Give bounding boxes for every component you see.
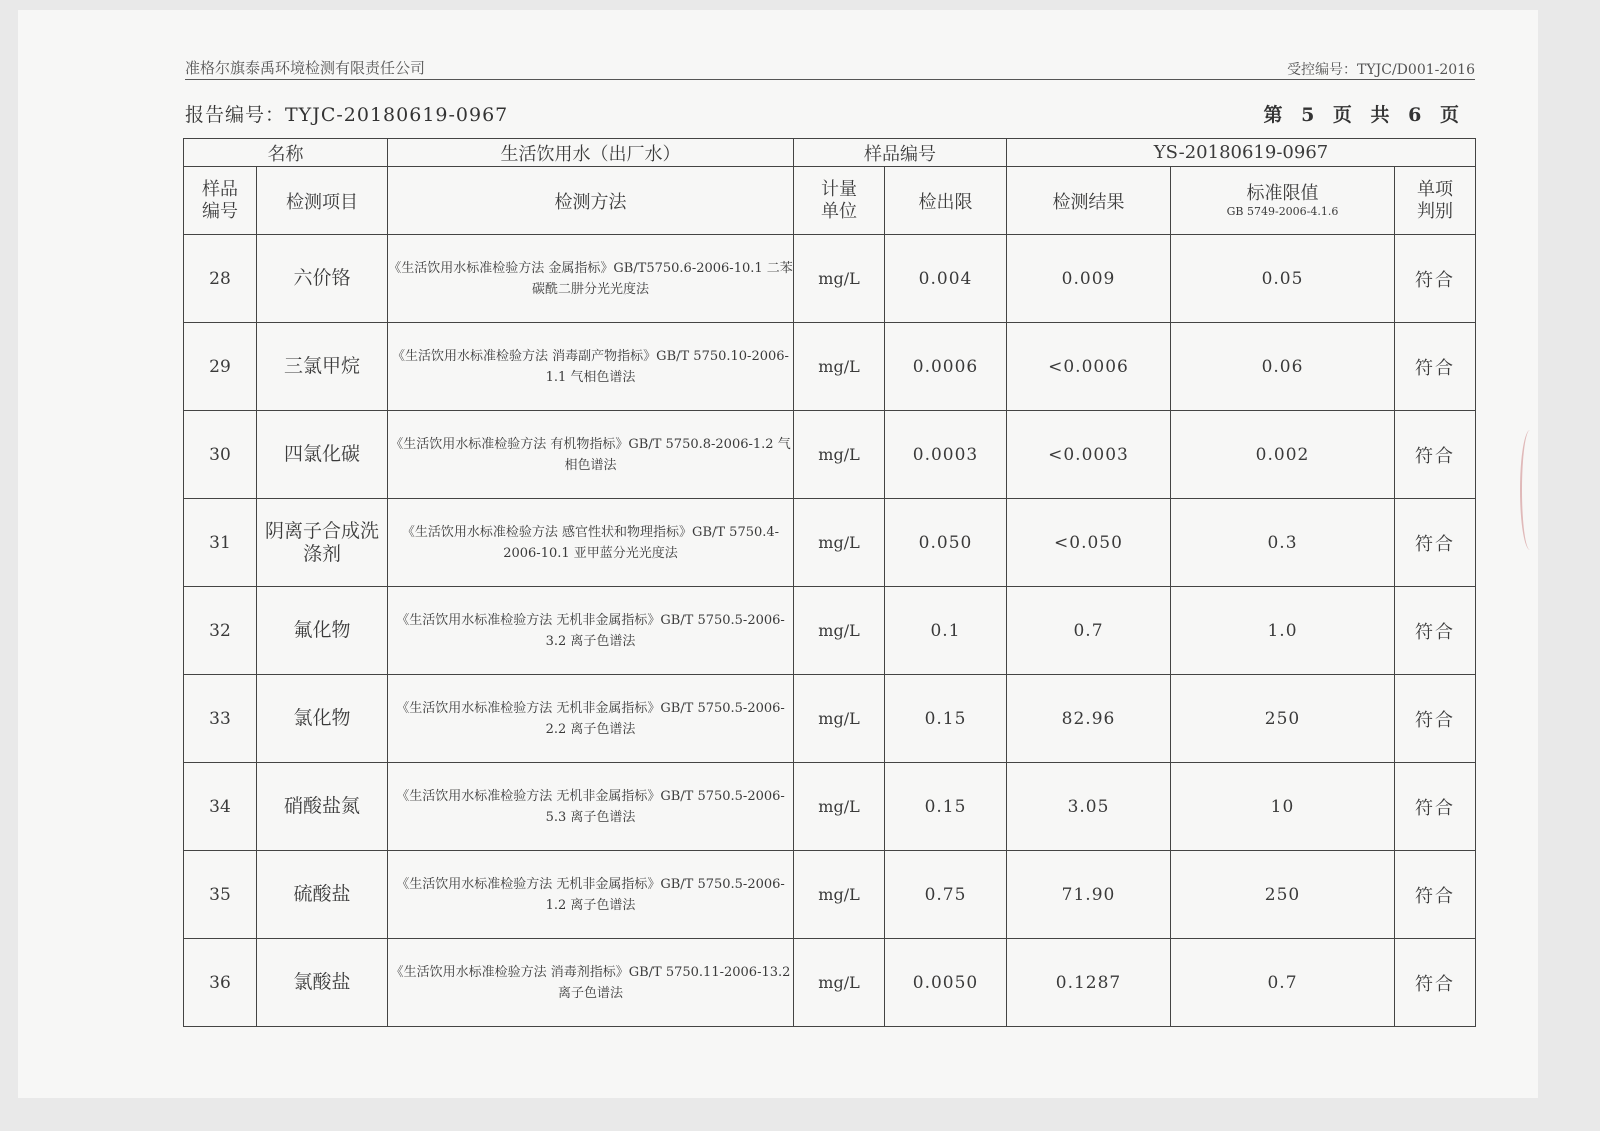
row-unit: mg/L <box>794 499 885 587</box>
sample-info-row <box>184 139 1476 167</box>
row-item: 氯化物 <box>257 675 388 763</box>
row-standard: 250 <box>1171 675 1395 763</box>
row-standard: 0.3 <box>1171 499 1395 587</box>
results-table <box>183 138 1476 1027</box>
company-name: 准格尔旗泰禹环境检测有限责任公司 <box>185 59 426 77</box>
row-limit: 0.004 <box>885 235 1007 323</box>
row-limit: 0.15 <box>885 675 1007 763</box>
row-judge: 符合 <box>1395 499 1476 587</box>
row-method: 《生活饮用水标准检验方法 金属指标》GB/T5750.6-2006-10.1 二苯碳酰二肼分光光度法 <box>388 235 794 323</box>
row-method: 《生活饮用水标准检验方法 感官性状和物理指标》GB/T 5750.4-2006-10.1 亚甲蓝分光光度法 <box>388 499 794 587</box>
report-number: 报告编号：TYJC-20180619-0967 <box>185 104 509 126</box>
row-seq: 31 <box>184 499 257 587</box>
row-result: 3.05 <box>1007 763 1171 851</box>
header-result: 检测结果 <box>1007 167 1171 235</box>
row-seq: 29 <box>184 323 257 411</box>
row-result: <0.0006 <box>1007 323 1171 411</box>
page-header <box>185 57 1475 80</box>
row-judge: 符合 <box>1395 411 1476 499</box>
sample-number-value: YS-20180619-0967 <box>1007 139 1476 167</box>
row-method: 《生活饮用水标准检验方法 有机物指标》GB/T 5750.8-2006-1.2 气相色谱法 <box>388 411 794 499</box>
row-unit: mg/L <box>794 587 885 675</box>
row-result: 0.009 <box>1007 235 1171 323</box>
header-standard-code: GB 5749-2006-4.1.6 <box>1226 204 1339 218</box>
header-judge: 单项判别 <box>1395 167 1476 235</box>
row-seq: 34 <box>184 763 257 851</box>
table-row <box>184 939 1476 1027</box>
name-label: 名称 <box>184 139 388 167</box>
row-result: <0.0003 <box>1007 411 1171 499</box>
table-row <box>184 499 1476 587</box>
row-item: 六价铬 <box>257 235 388 323</box>
row-standard: 10 <box>1171 763 1395 851</box>
row-limit: 0.1 <box>885 587 1007 675</box>
row-method: 《生活饮用水标准检验方法 消毒剂指标》GB/T 5750.11-2006-13.2 离子色谱法 <box>388 939 794 1027</box>
row-standard: 0.05 <box>1171 235 1395 323</box>
row-result: 71.90 <box>1007 851 1171 939</box>
row-item: 四氯化碳 <box>257 411 388 499</box>
row-judge: 符合 <box>1395 675 1476 763</box>
row-limit: 0.0003 <box>885 411 1007 499</box>
row-result: 0.1287 <box>1007 939 1171 1027</box>
row-item: 氯酸盐 <box>257 939 388 1027</box>
row-standard: 0.002 <box>1171 411 1395 499</box>
seal-stamp-edge <box>1520 430 1540 550</box>
name-value: 生活饮用水（出厂水） <box>388 139 794 167</box>
row-method: 《生活饮用水标准检验方法 无机非金属指标》GB/T 5750.5-2006-3.2 离子色谱法 <box>388 587 794 675</box>
row-judge: 符合 <box>1395 235 1476 323</box>
row-judge: 符合 <box>1395 939 1476 1027</box>
row-method: 《生活饮用水标准检验方法 消毒副产物指标》GB/T 5750.10-2006-1.1 气相色谱法 <box>388 323 794 411</box>
row-result: 0.7 <box>1007 587 1171 675</box>
row-limit: 0.0050 <box>885 939 1007 1027</box>
row-standard: 0.06 <box>1171 323 1395 411</box>
row-standard: 250 <box>1171 851 1395 939</box>
row-judge: 符合 <box>1395 323 1476 411</box>
row-judge: 符合 <box>1395 851 1476 939</box>
header-standard <box>1171 167 1395 235</box>
page-indicator: 第 5 页 共 6 页 <box>1263 104 1465 126</box>
row-unit: mg/L <box>794 235 885 323</box>
table-row <box>184 763 1476 851</box>
column-header-row <box>184 167 1476 235</box>
row-item: 氟化物 <box>257 587 388 675</box>
row-method: 《生活饮用水标准检验方法 无机非金属指标》GB/T 5750.5-2006-1.2 离子色谱法 <box>388 851 794 939</box>
row-result: <0.050 <box>1007 499 1171 587</box>
row-result: 82.96 <box>1007 675 1171 763</box>
row-limit: 0.050 <box>885 499 1007 587</box>
row-method: 《生活饮用水标准检验方法 无机非金属指标》GB/T 5750.5-2006-2.2 离子色谱法 <box>388 675 794 763</box>
row-judge: 符合 <box>1395 763 1476 851</box>
row-item: 硫酸盐 <box>257 851 388 939</box>
sample-number-label: 样品编号 <box>794 139 1007 167</box>
row-item: 阴离子合成洗涤剂 <box>257 499 388 587</box>
row-unit: mg/L <box>794 851 885 939</box>
header-item: 检测项目 <box>257 167 388 235</box>
row-unit: mg/L <box>794 763 885 851</box>
header-limit: 检出限 <box>885 167 1007 235</box>
row-unit: mg/L <box>794 411 885 499</box>
row-unit: mg/L <box>794 323 885 411</box>
row-standard: 1.0 <box>1171 587 1395 675</box>
row-item: 三氯甲烷 <box>257 323 388 411</box>
table-row <box>184 851 1476 939</box>
row-limit: 0.15 <box>885 763 1007 851</box>
row-judge: 符合 <box>1395 587 1476 675</box>
table-row <box>184 323 1476 411</box>
row-limit: 0.75 <box>885 851 1007 939</box>
header-standard-title: 标准限值 <box>1246 182 1319 204</box>
row-seq: 36 <box>184 939 257 1027</box>
header-unit: 计量单位 <box>794 167 885 235</box>
row-unit: mg/L <box>794 939 885 1027</box>
row-item: 硝酸盐氮 <box>257 763 388 851</box>
row-seq: 28 <box>184 235 257 323</box>
table-row <box>184 411 1476 499</box>
table-row <box>184 235 1476 323</box>
row-seq: 32 <box>184 587 257 675</box>
control-number: 受控编号：TYJC/D001-2016 <box>1287 62 1475 78</box>
row-standard: 0.7 <box>1171 939 1395 1027</box>
header-seq: 样品编号 <box>184 167 257 235</box>
header-method: 检测方法 <box>388 167 794 235</box>
row-method: 《生活饮用水标准检验方法 无机非金属指标》GB/T 5750.5-2006-5.3 离子色谱法 <box>388 763 794 851</box>
row-seq: 30 <box>184 411 257 499</box>
table-row <box>184 587 1476 675</box>
report-info <box>185 100 1465 128</box>
row-unit: mg/L <box>794 675 885 763</box>
row-limit: 0.0006 <box>885 323 1007 411</box>
row-seq: 33 <box>184 675 257 763</box>
row-seq: 35 <box>184 851 257 939</box>
table-row <box>184 675 1476 763</box>
